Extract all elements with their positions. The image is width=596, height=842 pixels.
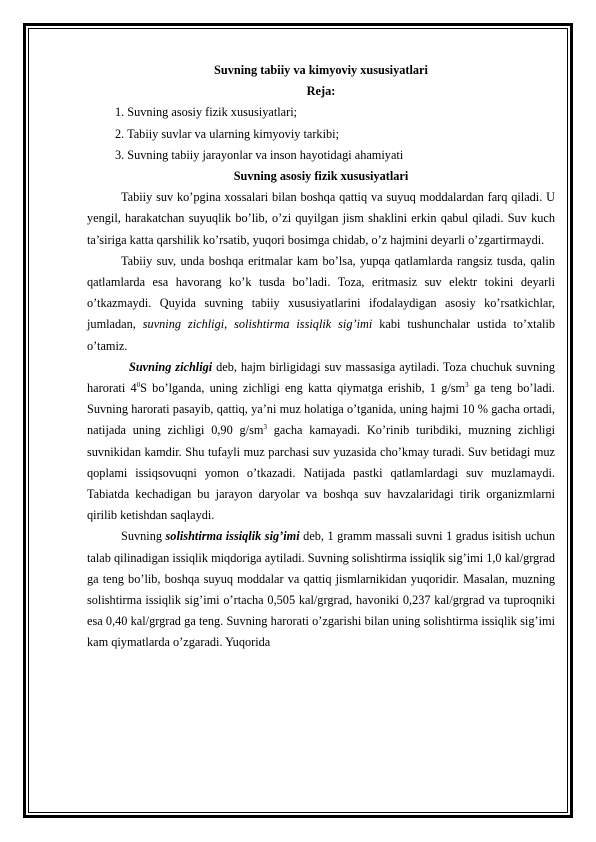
- paragraph-3-text-3: ga teng bo’ladi. Suvning harorati pasayib, qattiq, ya’ni muz holatiga o’tganida, uning hajmi 10 % gacha ortadi, natijada uning zichligi 0,90 g/sm: [87, 381, 555, 438]
- plan-list: [87, 102, 555, 166]
- term-density: Suvning zichligi: [129, 359, 213, 374]
- paragraph-4-lead: Suvning: [121, 529, 162, 544]
- paragraph-2-italic: suvning zichligi, solishtirma issiqlik sig’imi: [142, 317, 373, 332]
- paragraph-3: [87, 357, 555, 527]
- document-title: Suvning tabiiy va kimyoviy xususiyatlari: [214, 63, 428, 77]
- paragraph-3-text-1: deb, hajm birligidagi suv massasiga aytiladi. Toza chuchuk suvning harorati 4: [87, 359, 556, 396]
- plan-item-2: 2. Tabiiy suvlar va ularning kimyoviy tarkibi;: [115, 126, 339, 141]
- paragraph-4-text: deb, 1 gramm massali suvni 1 gradus isitish uchun talab qilinadigan issiqlik miqdoriga aytiladi. Suvning solishtirma issiqlik sig’imi 1,0 kal/grgrad ga teng bo’lib, boshqa suyuq moddalar va qattiq jismlarnikidan yuqoridir. Masalan, muzning solishtirma issiqlik sig’imi o’rtacha 0,505 kal/grgrad, havoniki 0,237 kal/grgrad va tuproqniki esa 0,40 kal/grgrad ga teng. Suvning harorati o’zgarishi bilan uning solishtirma issiqlik sig’imi kam qiymatlarda o’zgaradi. Yuqorida: [87, 529, 555, 650]
- paragraph-4: [87, 526, 555, 653]
- cube-sup-1: 3: [465, 381, 469, 390]
- paragraph-2-text-a: Tabiiy suv, unda boshqa eritmalar kam bo’lsa, yupqa qatlamlarda rangsiz tusda, qalin qatlamlarda esa havorang ko’k tusda bo’ladi. Toza, eritmasiz suv elektr tokini deyarli o’tkazmaydi. Quyida suvning tabiiy xususiyatlarini ifodalaydigan asosiy ko’rsatkichlar, jumladan,: [87, 253, 555, 332]
- paragraph-2: [87, 251, 555, 357]
- plan-label: Reja:: [306, 84, 336, 99]
- degree-sup: 0: [136, 381, 141, 390]
- cube-sup-2: 3: [263, 423, 267, 432]
- document-body: [87, 60, 555, 654]
- paragraph-3-text-4: gacha kamayadi. Ko’rinib turibdiki, muzning zichligi suvnikidan kamdir. Shu tufayli muz parchasi suv yuzasida cho’kmay turadi. Suv betidagi muz qoplami issiqsovuqni yomon o’tkazadi. Natijada pastki qatlamlardagi suv muzlamaydi. Tabiatda kechadigan bu jarayon daryolar va boshqa suv havzalaridagi tirik organizmlarni qirilib ketishdan saqlaydi.: [87, 423, 556, 523]
- plan-item-1: 1. Suvning asosiy fizik xususiyatlari;: [115, 105, 298, 120]
- paragraph-1: Tabiiy suv ko’pgina xossalari bilan boshqa qattiq va suyuq moddalardan farq qiladi. U yengil, harakatchan suyuqlik bo’lib, o’zi quyilgan jism shaklini erkin qabul qiladi. Suv kuch ta’siriga katta qarshilik ko’rsatib, yuqori bosimga chidab, o’z hajmini deyarli o’zgartirmaydi.: [87, 190, 555, 247]
- paragraph-2-text-b: kabi tushunchalar ustida to’xtalib o’tamiz.: [87, 317, 556, 353]
- term-specific-heat: solishtirma issiqlik sig’imi: [165, 529, 300, 544]
- plan-item-3: 3. Suvning tabiiy jarayonlar va inson hayotidagi ahamiyati: [115, 147, 404, 162]
- section-heading: Suvning asosiy fizik xususiyatlari: [233, 169, 409, 184]
- paragraph-3-text-2: S bo’lganda, uning zichligi eng katta qiymatga erishib, 1 g/sm: [140, 381, 466, 396]
